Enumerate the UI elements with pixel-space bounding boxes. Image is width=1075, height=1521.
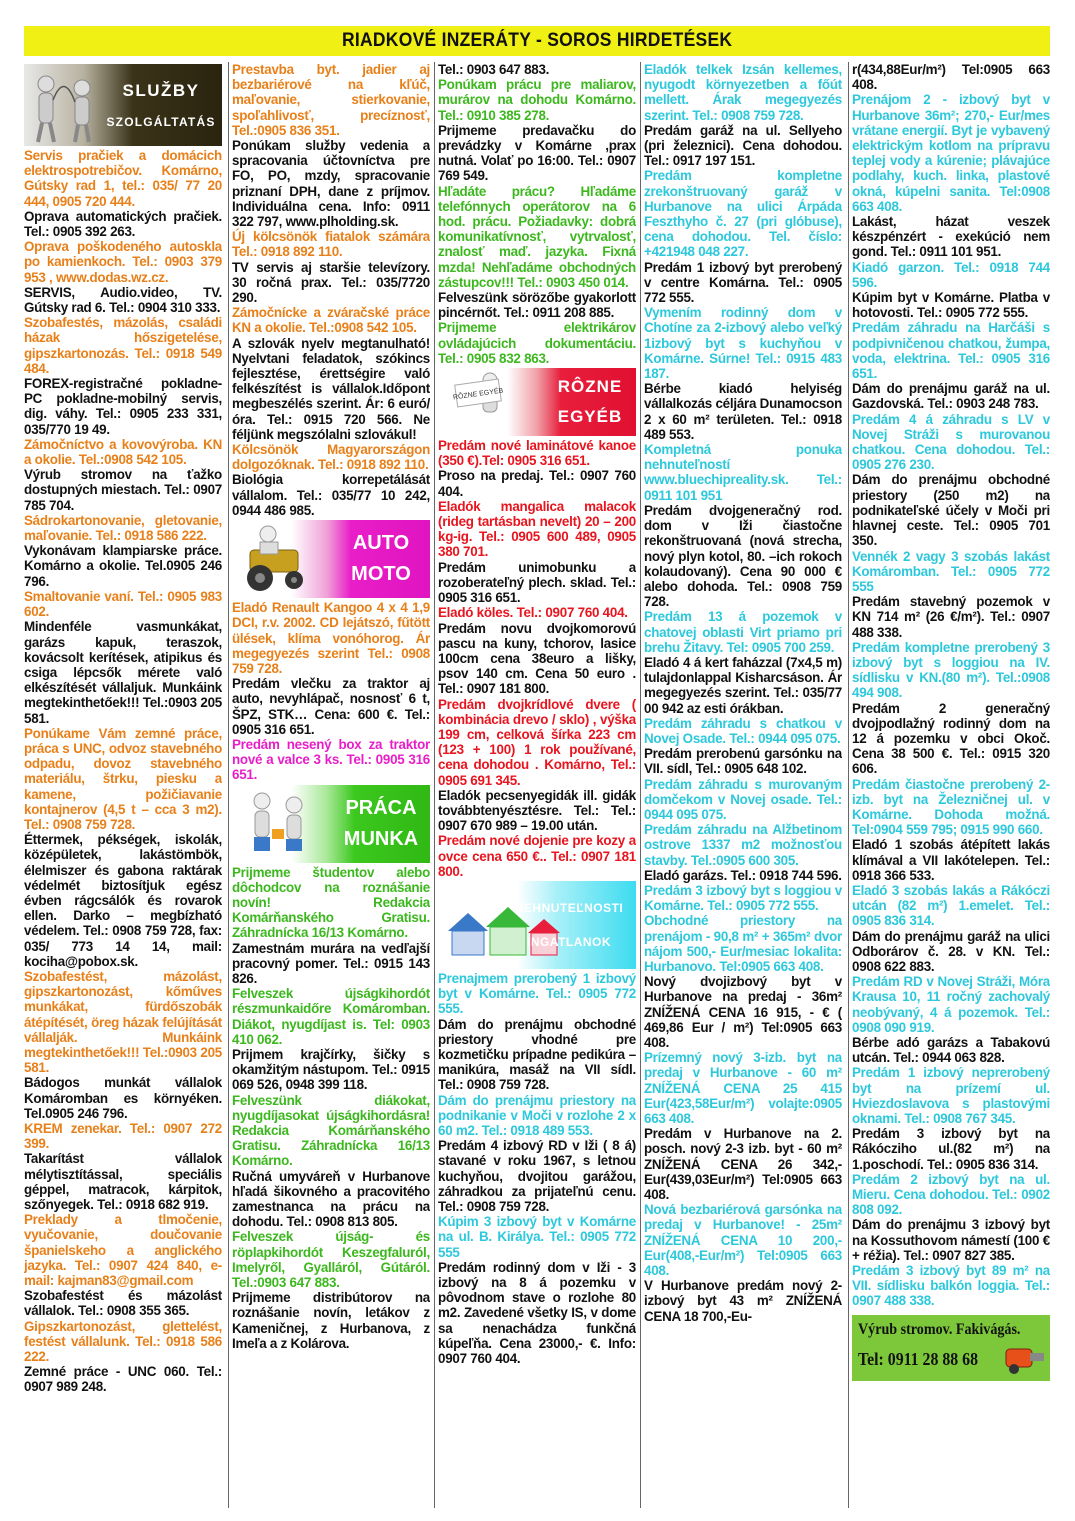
classified-ad: Prijmeme elektrikárov ovládajúcich dokumentáciu. Tel.: 0905 832 863. (438, 320, 636, 366)
ad-list (232, 600, 430, 782)
phone-figures-icon (24, 64, 114, 146)
ad-list (644, 62, 842, 1324)
classified-ad: Preklady a tlmočenie, vyučovanie, doučovanie španielskeho a anglického jazyka. Tel.: 0907 424 840, e-mail: kajman83@gmail.com (24, 1212, 222, 1289)
column-divider (228, 62, 229, 1508)
classified-ad: Predám kompletne prerobený 3 izbový byt s loggiou na IV. sídlisku v KN.(80 m²). Tel.:0908 494 908. (852, 639, 1050, 701)
classified-ad: Predám 3 izbový byt s loggiou v Komárne. Tel.: 0905 772 555. (644, 882, 842, 914)
classified-ad: V Hurbanove predám nový 2-izbový byt 43 m² ZNÍŽENÁ CENA 18 700,-Eu- (644, 1278, 842, 1324)
classified-ad: Predám prerobenú garsónku na VII. sídl, Tel.: 0905 648 102. (644, 746, 842, 777)
section-header-sluzby (24, 64, 222, 146)
column-divider (434, 62, 435, 1508)
classified-ad: Proso na predaj. Tel.: 0907 760 404. (438, 468, 636, 499)
classified-ad: Tel.: 0903 647 883. (438, 62, 550, 77)
tractor-icon (232, 520, 322, 598)
classified-ad: Prestavba byt. jadier aj bezbariérové na kľúč, maľovanie, stierkovanie, spoľahlivosť, precíznosť, Tel.:0905 836 351. (232, 62, 430, 138)
classified-ad: Prenájom 2 - izbový byt v Hurbanove 36m²; 270,- Eur/mes vrátane energií. Byt je vybavený elektrickým kotlom na prípravu teplej vody a kúrenie; plávajúce podlahy, kuch. linka, plastové okná, kúpelni sanita. Tel:0908 663 408. (852, 92, 1050, 214)
classified-ad: Dám do prenájmu obchodné priestory vhodné pre kozmetičku prípadne pedikúra – manikúra, masáž na VII sídl. Tel.: 0908 759 728. (438, 1016, 636, 1093)
ad-list (852, 62, 1050, 1309)
classified-ad: Ručná umyváreň v Hurbanove hľadá šikovného a pracovitého zamestnanca na prácu na dohodu. Tel.: 0908 813 805. (232, 1168, 430, 1230)
classified-ad: Predám záhradu s chatkou v Novej Osade. Tel.: 0944 095 075. (644, 715, 842, 746)
classified-ad: FOREX-registračné pokladne-PC pokladne-mobilný servis, dig. váhy. Tel.: 0905 233 331, 035/770 19 49. (24, 376, 222, 437)
classified-ad: Nový dvojizbový byt v Hurbanove na predaj - 36m² ZNÍŽENÁ CENA 16 915, - € ( 469,86 Eur / m²) Tel:0905 663 408. (644, 974, 842, 1050)
classified-ad: Predám v Hurbanove na 2. posch. nový 2-3 izb. byt - 60 m² ZNÍŽENÁ CENA 26 342,-Eur(439,03Eur/m²) Tel:0905 663 408. (644, 1126, 842, 1203)
ad-list (232, 865, 430, 1352)
classified-ad: Eladók mangalica malacok (rideg tartásban nevelt) 20 – 200 kg-ig. Tel.: 0905 600 489, 0905 380 701. (438, 498, 636, 560)
classified-ad: Vymením rodinný dom v Chotíne za 2-izbový alebo veľký 1izbový byt s kuchyňou v Komárne. Súrne! Tel.: 0915 483 187. (644, 305, 842, 382)
classified-ad: Hľadáte prácu? Hľadáme telefónnych operátorov na 6 hod. prácu. Požiadavky: dobrá komunikatívnosť, vytrvalosť, znalosť maď. jazyka. Fixná mzda! Nehľadáme obchodných zástupcov!!! Tel.: 0903 450 014. (438, 183, 636, 290)
classified-ad: Predám záhradu s murovaným domčekom v Novej osade. Tel.: 0944 095 075. (644, 776, 842, 822)
classified-ad: Éttermek, pékségek, iskolák, középületek, lakástömbök, élelmiszer és gabona raktárak védelmét biztosítjuk egész évben rágcsálók és rovarok ellen. Darko – megbízható védelem. Tel.: 0908 759 728, fax: 035/ 773 14 14, mail: kociha@pobox.sk. (24, 832, 222, 969)
classified-ad: Predám 2 generačný dvojpodlažný rodinný dom na 12 á pozemku v obci Okoč. Cena 38 500 €. Tel.: 0915 320 606. (852, 700, 1050, 777)
vyrub-line2: Tel: 0911 28 88 68 (858, 1348, 978, 1369)
classified-ad: Bádogos munkát vállalok Komáromban es környéken. Tel.0905 246 796. (24, 1075, 222, 1121)
classified-ad: Predám kompletne zrekonštruovaný garáž v Hurbanove na ulici Árpáda Feszthyho č. 27 (pri glóbuse), cena dohodou. Tel. číslo: +421948 048 227. (644, 168, 842, 260)
classified-ad: Predám 4 á záhradu s LV v Novej Stráži s murovanou chatkou. Cena dohodou. Tel.: 0905 276 230. (852, 411, 1050, 473)
classified-ad: Smaltovanie vaní. Tel.: 0905 983 602. (24, 588, 222, 620)
classified-ad: Vykonávam klampiarske práce. Komárno a okolie. Tel.0905 246 796. (24, 543, 222, 589)
classified-ad: Felveszünk sörözőbe gyakorlott pincérnőt. Tel.: 0911 208 885. (438, 290, 636, 321)
classified-ad: Eladó Renault Kangoo 4 x 4 1,9 DCI, r.v. 2002. CD lejátszó, fűtött ülések, klíma vonóhorog. Ár megegyezés szerint Tel.: 0908 759 728. (232, 600, 430, 676)
classified-ad: Kölcsönök Magyarországon dolgozóknak. Tel.: 0918 892 110. (232, 442, 430, 473)
classified-ad: Kúpim byt v Komárne. Platba v hotovosti. Tel.: 0905 772 555. (852, 290, 1050, 321)
header-banner (24, 26, 1050, 56)
classified-ad: Felveszek újság- és röplapkihordót Keszegfaluról, Imelyről, Gyalláról, Gútáról. Tel.:0903 647 883. (232, 1229, 430, 1291)
classified-ad: Szobafestés, mázolás, családi házak hőszigetelése, gipszkartonozás. Tel.: 0918 549 484. (24, 315, 222, 376)
classified-ad: Oprava automatických pračiek. Tel.: 0905 392 263. (24, 208, 222, 240)
classified-ad: Prenajmem prerobený 1 izbový byt v Komárne. Tel.: 0905 772 555. (438, 970, 636, 1017)
page-title: RIADKOVÉ INZERÁTY - SOROS HIRDETÉSEK (341, 30, 733, 51)
classified-ad: Gipszkartonozást, glettelést, festést vállalunk. Tel.: 0918 586 222. (24, 1318, 222, 1365)
classified-ad: Ponúkam prácu pre maliarov, murárov na dohodu Komárno. Tel.: 0910 385 278. (438, 77, 636, 123)
classified-ad: Predám rodinný dom v Iži - 3 izbový na 8 á pozemku v pôvodnom stave o rozlohe 80 m2. Zavedené všetky IS, v dome sa nenachádza funkčná kúpeľňa. Cena 23000,- €. Info: 0907 760 404. (438, 1259, 636, 1367)
classified-ad: Szobafestést és mázolást vállalok. Tel.: 0908 355 365. (24, 1288, 222, 1319)
classified-ad: Predám 1 izbový byt prerobený v centre Komárna. Tel.: 0905 772 555. (644, 259, 842, 306)
classified-ad: Oprava poškodeného autoskla po kamienkoch. Tel.: 0903 379 953 , www.dodas.wz.cz. (24, 239, 222, 285)
classified-ad: Predám unimobunku a rozoberateľný plech. sklad. Tel.: 0905 316 651. (438, 559, 636, 606)
classified-ad: Új kölcsönök fiatalok számára Tel.: 0918 892 110. (232, 229, 430, 260)
vyrub-line1: Výrub stromov. Fakivágás. (858, 1320, 1021, 1338)
chainsaw-icon (1002, 1339, 1046, 1377)
classified-ad: Bérbe adó garázs a Tabakovú utcán. Tel.: 0944 063 828. (852, 1035, 1050, 1066)
ad-list (232, 62, 430, 518)
classified-ad: Predám garáž na ul. Sellyeho (pri železnici). Cena dohodou. Tel.: 0917 197 151. (644, 122, 842, 169)
section-title-hu: MUNKA (343, 827, 419, 850)
classified-ad: Felveszünk diákokat, nyugdíjasokat újságkihordásra! Redakcia Komárňanského Gratisu. Záhradnícka 16/13 Komárno. (232, 1092, 430, 1169)
classified-ad: Predám 3 izbový byt na Rákócziho ul.(82 m²) na 1.poschodí. Tel.: 0905 836 314. (852, 1126, 1050, 1172)
column-divider (640, 62, 641, 1508)
classified-ad: Bérbe kiadó helyiség vállalkozás céljára Dunamocson 2 x 60 m² területen. Tel.: 0918 489 553. (644, 381, 842, 442)
section-header-nehnutelnosti (438, 881, 636, 969)
column-5 (852, 62, 1050, 1508)
section-title-hu: SZOLGÁLTATÁS (106, 115, 216, 129)
ad-list (24, 148, 222, 1395)
classified-ad: Szobafestést, mázolást, gipszkartonozást, kőműves munkákat, fürdőszobák átépítését, öreg házak felújítását vállalják. Munkáink megtekinthetőek!!! Tel.:0903 205 581. (24, 968, 222, 1076)
classified-ad: Predám 13 á pozemok v chatovej oblasti Virt priamo pri brehu Žitavy. Tel: 0905 700 259. (644, 609, 842, 655)
section-title-sk: SLUŽBY (122, 81, 200, 100)
classified-ad: Predám záhradu na Alžbetinom ostrove 1337 m2 možnosťou stavby. Tel.:0905 600 305. (644, 822, 842, 868)
classified-ad: Zemné práce - UNC 060. Tel.: 0907 989 248. (24, 1364, 222, 1395)
classified-ad: Obchodné priestory na prenájom - 90,8 m² + 365m² dvor nájom 500,- Eur/mesiac lokalita: Hurbanovo. Tel:0905 663 408. (644, 913, 842, 974)
classified-ad: Prijmeme študentov alebo dôchodcov na roznášanie novín! Redakcia Komárňanského Gratisu. Záhradnícka 16/13 Komárno. (232, 864, 430, 941)
classified-ad: KREM zenekar. Tel.: 0907 272 399. (24, 1121, 222, 1152)
classified-ad: Predám dvojgeneračný rod. dom v Iži čiastočne rekonštruovaná (nová strecha, nový plyn kotol, 80. –ich rokoch kolaudovaný). Cena 90 000 € alebo dohoda. Tel.: 0908 759 728. (644, 502, 842, 610)
classified-ad: Eladó köles. Tel.: 0907 760 404. (438, 605, 628, 621)
classified-ad: Predám záhradu na Harčáši s podpivničenou chatkou, žumpa, voda, elektrina. Tel.: 0905 316 651. (852, 320, 1050, 382)
classified-ad: Takarítást vállalok mélytisztítással, speciális géppel, matracok, kárpitok, szőnyegek. Tel.: 0918 682 919. (24, 1151, 222, 1213)
column-1 (24, 62, 222, 1508)
section-title-sk: RÔZNE (557, 377, 623, 397)
classified-ad: Eladó garázs. Tel.: 0918 744 596. (644, 867, 842, 883)
section-header-praca (232, 785, 430, 863)
column-3 (438, 62, 636, 1508)
classified-ad: Lakást, házat veszek készpénzért - exekúció nem gond. Tel.: 0911 101 951. (852, 214, 1050, 260)
classified-ad: Dám do prenájmu priestory na podnikanie v Moči v rozlohe 2 x 60 m2. Tel.: 0918 489 553. (438, 1092, 636, 1138)
classified-ad: Kúpim 3 izbový byt v Komárne na ul. B. Királya. Tel.: 0905 772 555 (438, 1214, 636, 1260)
classified-ad: Mindenféle vasmunkákat, garázs kapuk, teraszok, kovácsolt kerítések, atipikus és csiga lépcsők mérete való elkészítését vállaljuk. Munkáink megtekinthetőek!!! Tel.:0903 205 581. (24, 619, 222, 726)
classified-ad: Predám 3 izbový byt 89 m² na VII. sídlisku balkón loggia. Tel.: 0907 488 338. (852, 1263, 1050, 1309)
classified-ad: Zámočníctvo a kovovýroba. KN a okolie. Tel.:0908 542 105. (24, 436, 222, 468)
classified-ad: Servis pračiek a domácich elektrospotrebičov. Komárno, Gútsky rad 1, tel.: 035/ 77 20 444, 0905 720 444. (24, 148, 222, 209)
classified-ad: Dám do prenájmu 3 izbový byt na Kossuthovom námestí (100 € + réžia). Tel.: 0907 827 385. (852, 1217, 1050, 1263)
classified-ad: Dám do prenájmu obchodné priestory (250 m2) na podnikateľské účely v Moči pri hlavnej ceste. Tel.: 0905 701 350. (852, 472, 1050, 549)
classified-ad: r(434,88Eur/m²) Tel:0905 663 408. (852, 62, 1050, 93)
classified-ad: TV servis aj staršie televízory. 30 ročná prax. Tel.: 035/7720 290. (232, 259, 430, 306)
section-header-rozne (438, 368, 636, 436)
classified-ad: Biológia korrepetálását vállalom. Tel.: 035/77 10 242, 0944 486 985. (232, 472, 430, 518)
classified-ad: Prijmeme predavačku do prevádzky v Komárne ,prax nutná. Volať po 16:00. Tel.: 0907 769 549. (438, 122, 636, 184)
classified-ad: Ponúkam služby vedenia a spracovania účtovníctva pre FO, PO, mzdy, spracovanie priznaní DPH, dane z príjmov. Individuálna cena. Info: 0911 322 797, www.plholding.sk. (232, 138, 430, 230)
classified-ad: Felveszek újságkihordót részmunkaidőre Komáromban. Diákot, nyugdíjast is. Tel: 0903 410 062. (232, 986, 430, 1047)
classified-ad: Predám stavebný pozemok v KN 714 m² (26 €/m²). Tel.: 0907 488 338. (852, 594, 1050, 640)
classified-ad: Eladó 3 szobás lakás a Rákóczi utcán (82 m²) 1.emelet. Tel.: 0905 836 314. (852, 882, 1050, 929)
section-title-hu: EGYÉB (557, 407, 623, 427)
section-title-hu: MOTO (351, 563, 411, 586)
classified-ad: A szlovák nyelv megtanulható! Nyelvtani feladatok, szókincs fejlesztése, érettségire való felkészítést is vállalok.Időpont megbeszélés szerint. Ár: 6 euró/óra. Tel.: 0915 720 566. Ne féljünk megszólalni szlovákul! (232, 335, 430, 442)
classified-ad: Kompletná ponuka nehnuteľností www.bluechipreality.sk. Tel.: 0911 101 951 (644, 442, 842, 503)
classified-ad: SERVIS, Audio.video, TV. Gútsky rad 6. Tel.: 0904 310 333. (24, 284, 222, 316)
classified-ad: Prijmeme distribútorov na roznášanie novín, letákov z Kameničnej, z Hurbanova, z Imeľa a z Kolárova. (232, 1290, 430, 1351)
ad-list (438, 438, 636, 879)
classified-ad: Zamestnám murára na vedľajší pracovný pomer. Tel.: 0915 143 826. (232, 940, 430, 986)
classified-ad: Sádrokartonovanie, gletovanie, maľovanie. Tel.: 0918 586 222. (24, 512, 222, 544)
classified-ad: Predám dvojkrídlové dvere ( kombinácia drevo / sklo) , výška 199 cm, celková šírka 223 cm (123 + 100) 1 rok používané, cena dohodou . Komárno, Tel.: 0905 691 345. (438, 696, 636, 788)
section-header-auto (232, 520, 430, 598)
workers-icon (232, 785, 332, 863)
classified-ad: Nová bezbariérová garsónka na predaj v Hurbanove! - 25m² ZNÍŽENÁ CENA 10 200,-Eur(408,-Eur/m²) Tel:0905 663 408. (644, 1202, 842, 1279)
classified-ad: Predám vlečku za traktor aj auto, nevyhlápač, nosnosť 6 t, ŠPZ, STK… Cena: 600 €. Tel.: 0905 316 651. (232, 676, 430, 737)
classified-ad: Vennék 2 vagy 3 szobás lakást Komáromban. Tel.: 0905 772 555 (852, 548, 1050, 594)
sign-figure-icon (438, 368, 538, 436)
classified-ad: Predám čiastočne prerobený 2-izb. byt na Železničnej ul. v Komárne. Dohoda možná. Tel:0904 559 795; 0915 990 660. (852, 776, 1050, 838)
classified-ad: Eladók pecsenyegidák ill. gidák továbbtenyésztésre. Tel.: Tel.: 0907 670 989 – 19.00 után. (438, 787, 636, 834)
classified-ad: Eladók telkek Izsán kellemes, nyugodt környezetben a főút mellett. Árak megegyezés szerint. Tel.: 0908 759 728. (644, 62, 842, 123)
classified-ad: Dám do prenájmu garáž na ulici Odborárov č. 28. v KN. Tel.: 0908 622 883. (852, 928, 1050, 974)
column-4 (644, 62, 842, 1508)
classified-ad: Predám 1 izbový neprerobený byt na prízemí ul. Hviezdoslavova s plastovými oknami. Tel.: 0908 767 345. (852, 1065, 1050, 1127)
badge-text: RÔZNE EGYÉB (452, 387, 504, 402)
classified-ad: Výrub stromov na ťažko dostupných miestach. Tel.: 0907 785 704. (24, 467, 222, 513)
classified-ad: Predám 2 izbový byt na ul. Mieru. Cena dohodou. Tel.: 0902 808 092. (852, 1171, 1050, 1218)
section-title-sk: NEHNUTEĽNOSTI (514, 900, 624, 915)
classified-ad: Predám nové dojenie pre kozy a ovce cena 650 €.. Tel.: 0907 181 800. (438, 833, 636, 879)
classified-ad: Eladó 1 szobás átépített lakás klímával a VII lakótelepen. Tel.: 0918 366 533. (852, 837, 1050, 883)
classified-ad: Dám do prenájmu garáž na ul. Gazdovská. Tel.: 0903 248 783. (852, 381, 1050, 412)
column-divider (848, 62, 849, 1508)
section-title-sk: AUTO (352, 532, 410, 555)
section-title-sk: PRÁCA (345, 796, 417, 819)
classified-ad: Predám nesený box za traktor nové a valce 3 ks. Tel.: 0905 316 651. (232, 736, 430, 783)
classified-ad: Kiadó garzon. Tel.: 0918 744 596. (852, 259, 1050, 290)
ad-list (438, 62, 636, 366)
classified-ad: Prízemný nový 3-izb. byt na predaj v Hurbanove - 60 m² ZNÍŽENÁ CENA 25 415 Eur(423,58Eur/m²) volajte:0905 663 408. (644, 1050, 842, 1127)
classified-ad: Prijmem krajčírky, šičky s okamžitým nástupom. Tel.: 0915 069 526, 0948 399 118. (232, 1046, 430, 1093)
column-2 (232, 62, 430, 1508)
vyrub-stromov-ad (852, 1315, 1050, 1381)
classified-ad: Predám 4 izbový RD v Iži ( 8 á) stavané v roku 1967, s letnou kuchyňou, dvojitou garážou, záhradkou za prijateľnú cenu. Tel.: 0908 759 728. (438, 1138, 636, 1214)
classified-ad: Predám RD v Novej Stráži, Móra Krausa 10, 11 ročný zachovalý neobývaný, 4 á pozemok. Tel.: 0908 090 919. (852, 974, 1050, 1035)
classified-ad: Predám nové laminátové kanoe (350 €).Tel: 0905 316 651. (438, 438, 636, 469)
classified-ad: Ponúkame Vám zemné práce, práca s UNC, odvoz stavebného odpadu, dovoz stavebného materiálu, štrku, piesku a kamene, požičiavanie kontajnerov (4,5 t – cca 3 m2). Tel.: 0908 759 728. (24, 725, 222, 832)
classified-ad: Predám novu dvojkomorovú pascu na kuny, tchorov, lasice 100cm cena 38euro a lišky, psov 140 cm. Cena 50 euro . Tel.: 0907 181 800. (438, 620, 636, 697)
ad-list (438, 971, 636, 1366)
section-title-hu: INGATLANOK (526, 934, 612, 949)
classified-ad: Eladó 4 á kert faházzal (7x4,5 m) tulajdonlappal Kisharcsáson. Ár megegyezés szerint. Tel.: 035/77 00 942 az esti órákban. (644, 654, 842, 716)
classified-ad: Zámočnícke a zváračské práce KN a okolie. Tel.:0908 542 105. (232, 305, 430, 336)
